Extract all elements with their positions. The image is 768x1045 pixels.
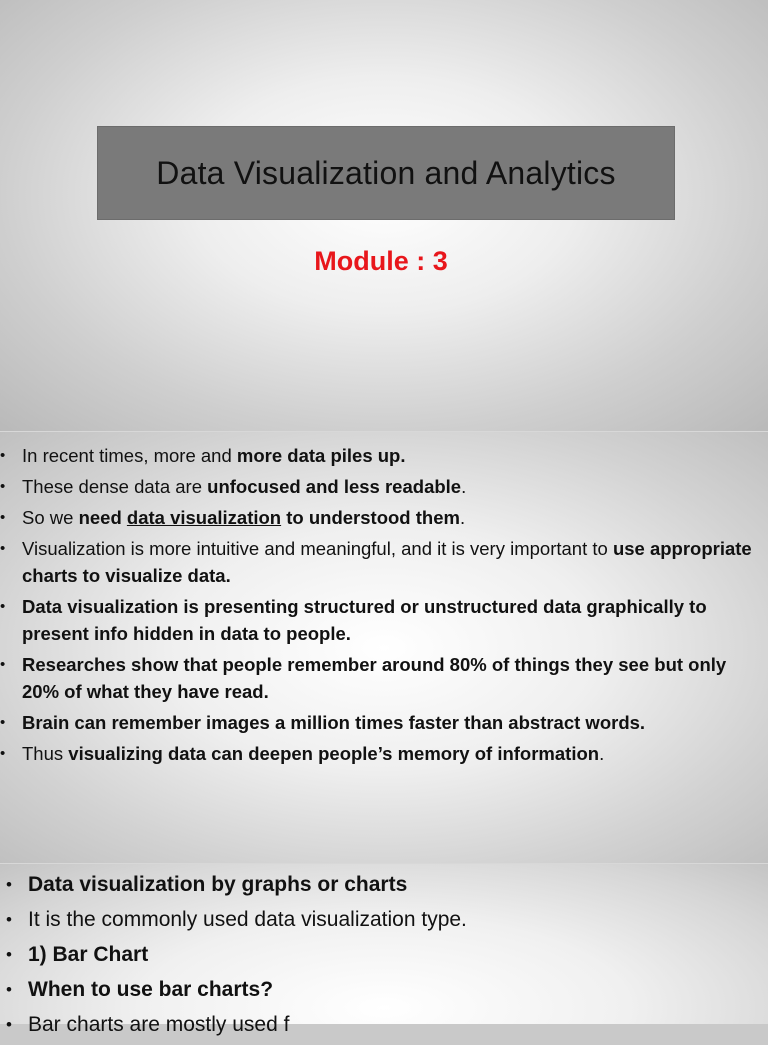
bullet-marker: • [0,745,6,762]
bullet-marker: • [0,478,6,495]
bullet-text-bold: When to use bar charts? [28,978,274,1001]
bullet-text-bold: to understood them [281,507,460,528]
bullet-item [0,709,760,736]
bullet-marker: • [0,714,6,731]
bullet-item [0,442,760,469]
module-subtitle: Module : 3 [314,246,448,276]
bullet-item [0,940,760,970]
bullet-marker: • [0,656,6,673]
title-slide [0,0,768,432]
bullet-text: . [599,743,605,764]
bullet-item [0,975,760,1005]
bullet-marker: • [0,447,6,464]
bullet-text: Thus [22,743,69,764]
bullet-item [0,740,760,767]
bullet-text: Bar charts are mostly used f [28,1013,290,1036]
bullet-text: In recent times, more and [22,445,237,466]
bullet-item [0,1010,760,1040]
bullet-item [0,651,760,705]
slide-title: Data Visualization and Analytics [156,154,616,191]
bullet-marker: • [6,945,12,964]
bullet-text: These dense data are [22,476,208,497]
content-slide [0,432,768,864]
bullet-text: . [461,476,467,497]
bullet-text-bold: Data visualization by graphs or charts [28,873,408,896]
bullet-text-underlined: data visualization [126,507,282,528]
bullet-list [0,442,760,771]
bullet-text-bold: unfocused and less readable [207,476,462,497]
bullet-text: . [459,507,466,528]
bullet-item [0,870,760,900]
bullet-marker: • [6,980,12,999]
bullet-marker: • [6,875,12,894]
bullet-text: So we [22,507,79,528]
bullet-text-bold: Researches show that people remember around 80% of things they see but only 20% of what they have read. [22,654,727,702]
bullet-item [0,504,760,531]
bullet-item [0,593,760,647]
bullet-item [0,473,760,500]
bullet-text-bold: use appropriate charts to visualize data. [22,538,752,586]
bullet-item [0,905,760,935]
bullet-text-bold: visualizing data can deepen people’s memory of information [68,743,600,764]
bullet-text-bold: 1) Bar Chart [28,943,149,966]
bullet-marker: • [0,540,6,557]
bullet-text-bold: more data piles up. [236,445,406,466]
content-slide-partial [0,864,768,1036]
bullet-text-bold: Brain can remember images a million times faster than abstract words. [22,712,646,733]
bullet-marker: • [0,509,6,526]
bullet-list [0,870,760,1045]
title-box [97,126,675,220]
bullet-marker: • [6,910,12,929]
bullet-text: It is the commonly used data visualization type. [28,908,467,931]
bullet-text-bold: need [78,507,127,528]
bullet-text-bold: Data visualization is presenting structured or unstructured data graphically to present info hidden in data to people. [22,596,707,644]
bullet-item [0,535,760,589]
bullet-text: Visualization is more intuitive and meaningful, and it is very important to [22,538,613,559]
bullet-marker: • [6,1015,12,1034]
bullet-marker: • [0,598,6,615]
